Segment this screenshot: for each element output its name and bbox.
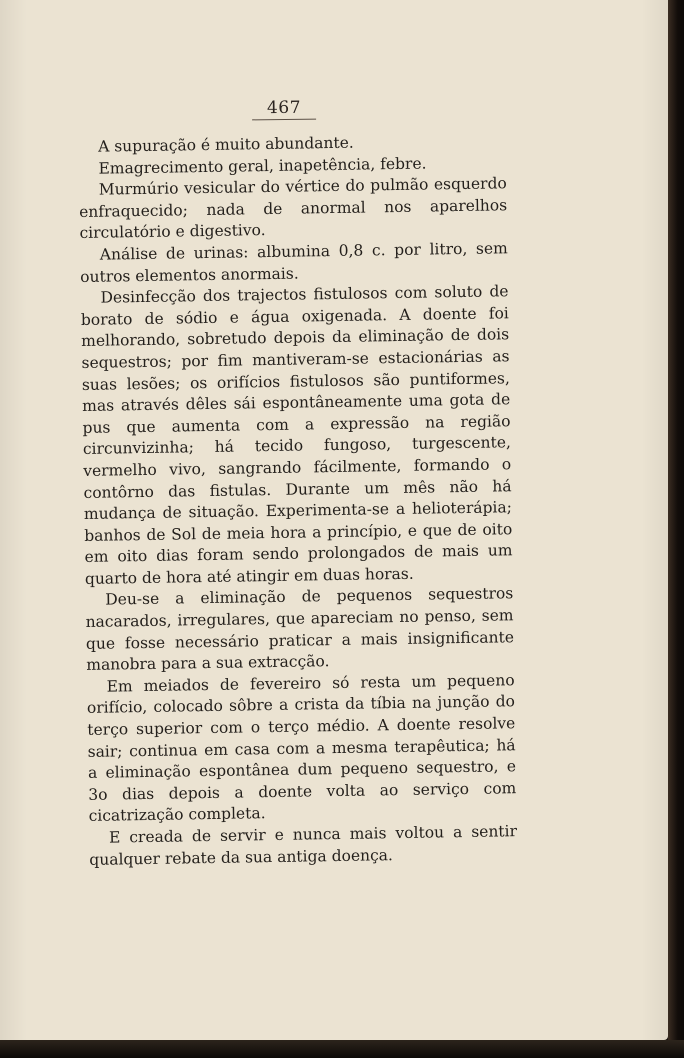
paragraph-lung-exam: Murmúrio vesicular do vértice do pulmão esquerdo enfraquecido; nada de anormal nos aparelhos circulatório e digestivo.	[79, 174, 508, 243]
paragraph-suppuration: A supuração é muito abundante.	[98, 133, 354, 156]
paragraph-february: Em meiados de fevereiro só resta um pequeno orifício, colocado sôbre a crista da tíbia na junção do terço superior com o terço médio. A doente resolve sair; continua em casa com a mesma terapêutica; há a eliminação espontânea dum pequeno sequestro, e 3o dias depois a doente volta ao serviço com cicatrização completa.	[86, 671, 517, 826]
paragraph-sequestra: Deu-se a eliminação de pequenos sequestros nacarados, irregulares, que apareciam no penso, sem que fosse necessário praticar a mais insignificante manobra para a sua extracção.	[85, 584, 515, 675]
paragraph-treatment: Desinfecção dos trajectos fistulosos com soluto de borato de sódio e água oxigenada. A doente foi melhorando, sobretudo depois da eliminação de dois sequestros; por fim mantiveram-se estacionárias as suas lesões; os orifícios fistulosos são puntiformes, mas através dêles sái espontâneamente uma gota de pus que aumenta com a expressão na região circunvizinha; há tecido fungoso, turgescente, vermelho vivo, sangrando fácilmente, formando o contôrno das fistulas. Durante um mês não há mudança de situação. Experimenta-se a helioterápia; banhos de Sol de meia hora a princípio, e que de oito em oito dias foram sendo prolongados de mais um quarto de hora até atingir em duas horas.	[80, 282, 513, 588]
page-body-text	[78, 130, 517, 871]
book-edge-right	[668, 0, 684, 1058]
paragraph-urine-analysis: Análise de urinas: albumina 0,8 c. por litro, sem outros elementos anormais.	[80, 239, 508, 286]
book-edge-bottom	[0, 1040, 684, 1058]
paragraph-outcome: E creada de servir e nunca mais voltou a sentir qualquer rebate da sua antiga doença.	[89, 822, 518, 869]
paragraph-general-state: Emagrecimento geral, inapetência, febre.	[98, 154, 427, 178]
page-number: 467	[252, 98, 316, 121]
